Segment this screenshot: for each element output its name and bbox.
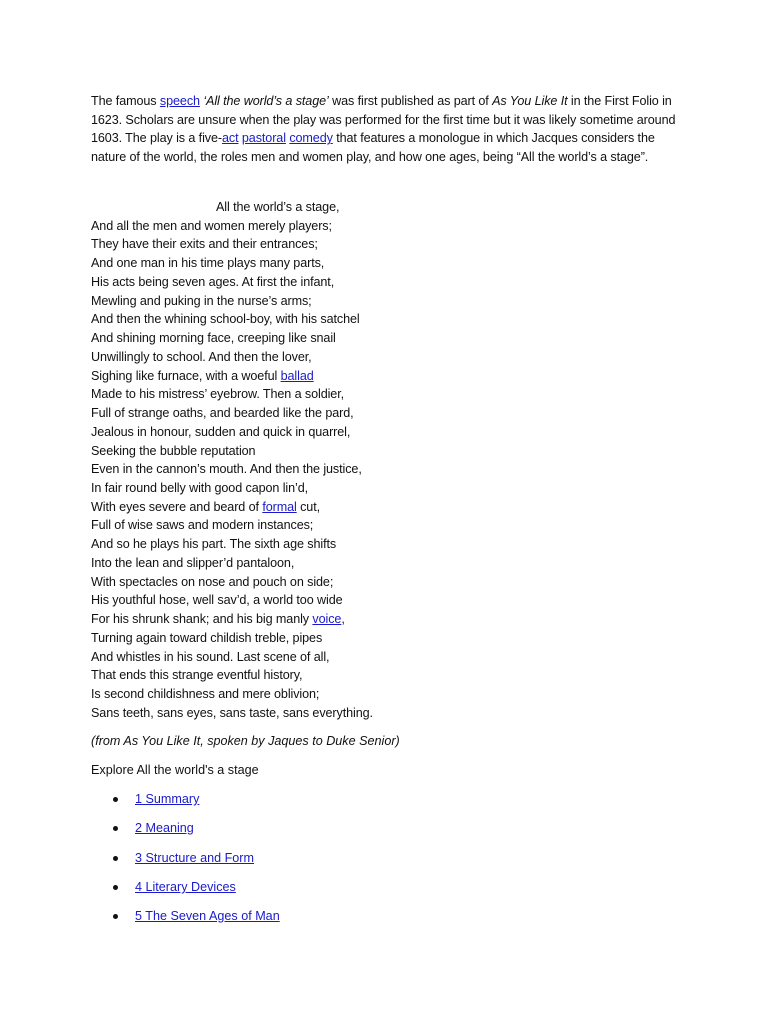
poem-line: All the world’s a stage,: [216, 200, 340, 214]
poem-line: [91, 610, 691, 629]
poem-line: Jealous in honour, sudden and quick in quarrel,: [91, 424, 351, 439]
link-ballad[interactable]: ballad: [280, 368, 314, 383]
toc-item: [0, 790, 400, 808]
toc-item: [0, 819, 400, 837]
poem-line: Even in the cannon’s mouth. And then the justice,: [91, 462, 362, 477]
poem-line: Made to his mistress’ eyebrow. Then a soldier,: [91, 387, 344, 402]
intro-paragraph: [91, 92, 681, 166]
poem-line: Is second childishness and mere oblivion;: [91, 687, 320, 702]
poem-line-text: With eyes severe and beard of: [91, 499, 263, 514]
intro-text-4: in the First Folio in 1623. Scholars are unsure when the play was performed for the first time but it was likely sometime around 1603. The play is a five-: [91, 94, 676, 146]
poem-line: Sans teeth, sans eyes, sans taste, sans everything.: [91, 705, 373, 720]
poem-line: Mewling and puking in the nurse’s arms;: [91, 293, 312, 308]
intro-text-3: was first published as part of: [328, 94, 493, 108]
poem-line-text: For his shrunk shank; and his big manly: [91, 612, 313, 627]
poem-line: [91, 367, 691, 386]
poem-line: In fair round belly with good capon lin’d,: [91, 481, 309, 496]
poem-line: Into the lean and slipper’d pantaloon,: [91, 555, 295, 570]
poem-line: And all the men and women merely players;: [91, 218, 332, 233]
poem-line: Full of wise saws and modern instances;: [91, 518, 314, 533]
poem-line: And shining morning face, creeping like snail: [91, 331, 336, 346]
poem-line: And then the whining school-boy, with his satchel: [91, 312, 360, 327]
explore-heading: Explore All the world's a stage: [91, 763, 259, 777]
bullet-icon: [113, 856, 118, 861]
toc-link-seven-ages-of-man[interactable]: 5 The Seven Ages of Man: [135, 909, 280, 923]
poem-line: Unwillingly to school. And then the lover,: [91, 349, 312, 364]
poem-line: His acts being seven ages. At first the infant,: [91, 274, 335, 289]
toc-link-structure-and-form[interactable]: 3 Structure and Form: [135, 851, 254, 865]
toc-link-literary-devices[interactable]: 4 Literary Devices: [135, 880, 236, 894]
link-comedy[interactable]: comedy: [289, 131, 333, 146]
poem-line-text: Sighing like furnace, with a woeful: [91, 368, 281, 383]
bullet-icon: [113, 885, 118, 890]
toc-link-meaning[interactable]: 2 Meaning: [135, 821, 194, 835]
intro-quote: ‘All the world’s a stage’: [203, 94, 329, 108]
poem-line: They have their exits and their entrances;: [91, 237, 318, 252]
poem-line: And whistles in his sound. Last scene of all,: [91, 649, 330, 664]
intro-play-title: As You Like It: [492, 94, 568, 108]
poem-line: And so he plays his part. The sixth age shifts: [91, 537, 337, 552]
poem-line: With spectacles on nose and pouch on side;: [91, 574, 334, 589]
poem: [91, 198, 691, 723]
poem-line-text: ,: [341, 612, 345, 627]
poem-line: [91, 498, 691, 517]
toc-link-summary[interactable]: 1 Summary: [135, 792, 200, 806]
toc-item: [0, 907, 400, 925]
poem-line: Turning again toward childish treble, pipes: [91, 630, 323, 645]
bullet-icon: [113, 914, 118, 919]
poem-line: Seeking the bubble reputation: [91, 443, 256, 458]
link-act[interactable]: act: [221, 131, 239, 146]
toc-item: [0, 849, 400, 867]
bullet-icon: [113, 797, 118, 802]
link-voice[interactable]: voice: [312, 612, 342, 627]
link-pastoral[interactable]: pastoral: [241, 131, 286, 146]
intro-text-1: The famous: [91, 94, 160, 108]
link-formal[interactable]: formal: [262, 499, 297, 514]
poem-line: Full of strange oaths, and bearded like the pard,: [91, 406, 354, 421]
source-attribution: (from As You Like It, spoken by Jaques to Duke Senior): [91, 734, 400, 748]
poem-line: His youthful hose, well sav’d, a world too wide: [91, 593, 343, 608]
link-speech[interactable]: speech: [159, 94, 200, 108]
bullet-icon: [113, 826, 118, 831]
toc-item: [0, 878, 400, 896]
poem-line: And one man in his time plays many parts,: [91, 256, 325, 271]
intro-text-7: that features a monologue in which Jacques considers the nature of the world, the roles men and women play, and how one ages, being “All the world’s a stage”.: [91, 131, 655, 164]
poem-line-text: cut,: [296, 499, 321, 514]
poem-line: That ends this strange eventful history,: [91, 668, 303, 683]
